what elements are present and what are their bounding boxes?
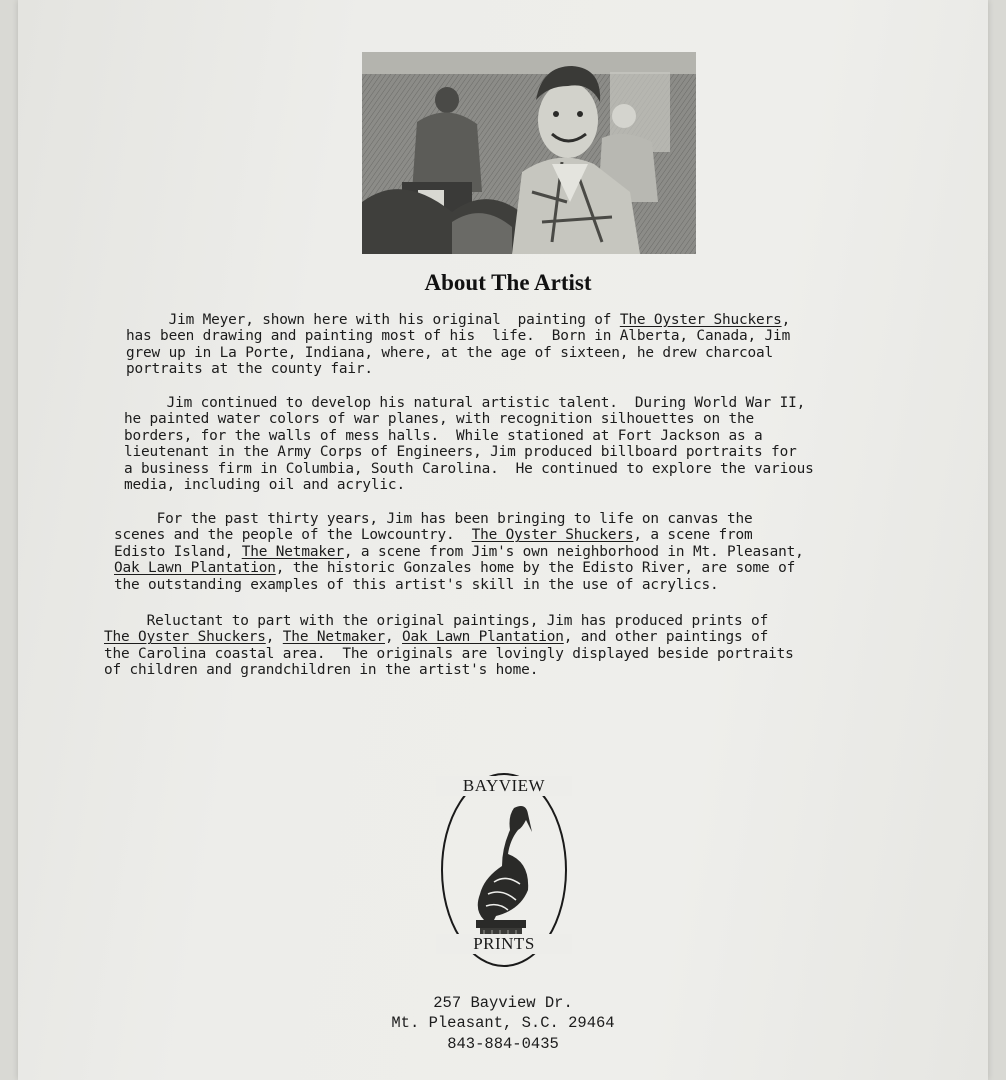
painting-title: The Oyster Shuckers (619, 312, 782, 328)
text-line (104, 613, 768, 629)
artist-photo (362, 52, 696, 254)
painting-title: The Netmaker (241, 543, 344, 560)
text-line (124, 411, 754, 427)
text-line (104, 629, 768, 645)
text-line (114, 544, 804, 560)
text-segment: lieutenant in the Army Corps of Engineers, Jim produced billboard portraits for (124, 444, 797, 461)
text-segment: the Carolina coastal area. The originals are lovingly displayed beside portraits (104, 645, 794, 662)
text-line (114, 527, 753, 543)
text-line (114, 511, 753, 527)
text-segment: Edisto Island, (114, 543, 242, 560)
text-segment: media, including oil and acrylic. (124, 477, 405, 494)
text-line (104, 662, 538, 678)
text-line (124, 444, 797, 460)
text-segment: , (265, 629, 283, 646)
paragraph-intro (126, 312, 790, 378)
text-line (104, 646, 794, 662)
text-segment: grew up in La Porte, Indiana, where, at the age of sixteen, he drew charcoal (126, 344, 774, 361)
text-segment: , (781, 312, 791, 328)
painting-title: The Oyster Shuckers (104, 629, 266, 646)
paragraph-prints (104, 613, 794, 679)
text-segment: has been drawing and painting most of his life. Born in Alberta, Canada, Jim (126, 328, 791, 345)
text-segment: scenes and the people of the Lowcountry. (114, 527, 472, 544)
text-segment: , and other paintings of (563, 629, 769, 646)
text-line (126, 345, 773, 361)
address-phone: 843-884-0435 (447, 1035, 559, 1053)
text-segment: For the past thirty years, Jim has been bringing to life on canvas the (114, 511, 753, 527)
painting-title: The Netmaker (282, 629, 385, 646)
text-line (126, 312, 790, 328)
text-segment: , a scene from Jim's own neighborhood in Mt. Pleasant, (343, 543, 804, 560)
page-title: About The Artist (424, 270, 592, 295)
text-line (124, 395, 805, 411)
text-segment: , a scene from (633, 527, 753, 544)
painting-title: The Oyster Shuckers (471, 527, 634, 544)
text-line (124, 477, 405, 493)
logo-text-bayview: BAYVIEW (436, 776, 572, 796)
bayview-prints-logo (436, 770, 572, 980)
text-line (114, 560, 795, 576)
text-segment: Jim Meyer, shown here with his original painting of (126, 312, 620, 328)
painting-title: Oak Lawn Plantation (402, 629, 564, 646)
painting-title: Oak Lawn Plantation (114, 560, 276, 577)
text-segment: a business firm in Columbia, South Carolina. He continued to explore the various (124, 460, 814, 477)
text-segment: Reluctant to part with the original paintings, Jim has produced prints of (104, 613, 769, 629)
text-line (124, 461, 814, 477)
address-city: Mt. Pleasant, S.C. 29464 (391, 1014, 615, 1032)
logo-text-prints: PRINTS (436, 934, 572, 954)
text-segment: the outstanding examples of this artist's skill in the use of acrylics. (114, 576, 719, 593)
text-line (126, 328, 790, 344)
text-line (124, 428, 763, 444)
text-segment: of children and grandchildren in the artist's home. (104, 662, 539, 679)
text-line (126, 361, 373, 377)
address-street: 257 Bayview Dr. (433, 994, 573, 1012)
text-segment: , the historic Gonzales home by the Edisto River, are some of (275, 560, 796, 577)
paragraph-career (124, 395, 814, 493)
text-line (114, 577, 719, 593)
text-segment: Jim continued to develop his natural artistic talent. During World War II, (124, 395, 806, 411)
text-segment: , (384, 629, 402, 646)
text-segment: he painted water colors of war planes, with recognition silhouettes on the (124, 411, 755, 428)
text-segment: portraits at the county fair. (126, 361, 373, 378)
paragraph-lowcountry (114, 511, 804, 593)
text-segment: borders, for the walls of mess halls. While stationed at Fort Jackson as a (124, 427, 763, 444)
printed-sheet (18, 0, 988, 1080)
